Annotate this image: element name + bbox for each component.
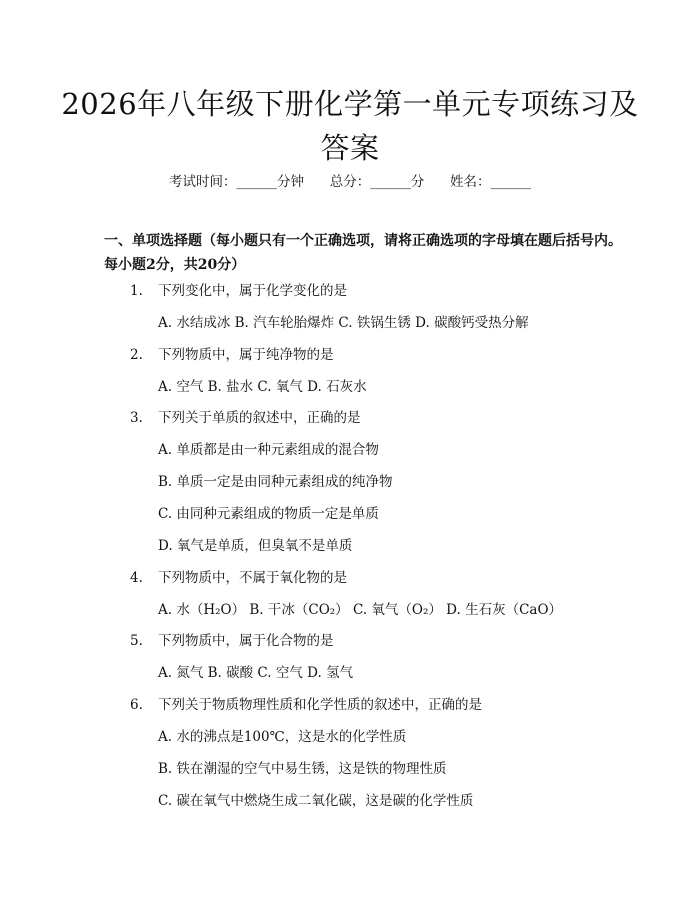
question-text: 下列关于物质物理性质和化学性质的叙述中，正确的是 <box>158 697 482 713</box>
question-text: 下列物质中，属于纯净物的是 <box>158 347 334 363</box>
answer-option: C. 碳在氧气中燃烧生成二氧化碳，这是碳的化学性质 <box>158 793 474 809</box>
answer-options: A. 水（H₂O） B. 干冰（CO₂） C. 氧气（O₂） D. 生石灰（CaO） <box>158 602 563 618</box>
page-title: 2026年八年级下册化学第一单元专项练习及答案 <box>61 87 639 165</box>
answer-option: A. 水的沸点是100℃，这是水的化学性质 <box>158 729 407 745</box>
question-number: 6. <box>130 697 143 713</box>
question-text: 下列物质中，不属于氧化物的是 <box>158 570 347 586</box>
answer-options: A. 水结成冰 B. 汽车轮胎爆炸 C. 铁锅生锈 D. 碳酸钙受热分解 <box>158 315 529 331</box>
answer-option: B. 单质一定是由同种元素组成的纯净物 <box>158 474 393 490</box>
answer-option: A. 单质都是由一种元素组成的混合物 <box>158 442 379 458</box>
question-number: 3. <box>130 410 143 426</box>
question-number: 1. <box>130 283 143 299</box>
question-number: 5. <box>130 633 143 649</box>
answer-options: A. 氮气 B. 碳酸 C. 空气 D. 氢气 <box>158 665 354 681</box>
section-heading: 一、单项选择题（每小题只有一个正确选项，请将正确选项的字母填在题后括号内。每小题2分，共20分） <box>104 233 622 273</box>
question-text: 下列关于单质的叙述中，正确的是 <box>158 410 361 426</box>
question-text: 下列物质中，属于化合物的是 <box>158 633 334 649</box>
question-number: 2. <box>130 347 143 363</box>
answer-options: A. 空气 B. 盐水 C. 氧气 D. 石灰水 <box>158 379 367 395</box>
question-text: 下列变化中，属于化学变化的是 <box>158 283 347 299</box>
answer-option: B. 铁在潮湿的空气中易生锈，这是铁的物理性质 <box>158 761 447 777</box>
answer-option: D. 氧气是单质，但臭氧不是单质 <box>158 538 353 554</box>
answer-option: C. 由同种元素组成的物质一定是单质 <box>158 506 379 522</box>
exam-info-line: 考试时间：______分钟 总分：______分 姓名：______ <box>169 174 531 190</box>
question-number: 4. <box>130 570 143 586</box>
